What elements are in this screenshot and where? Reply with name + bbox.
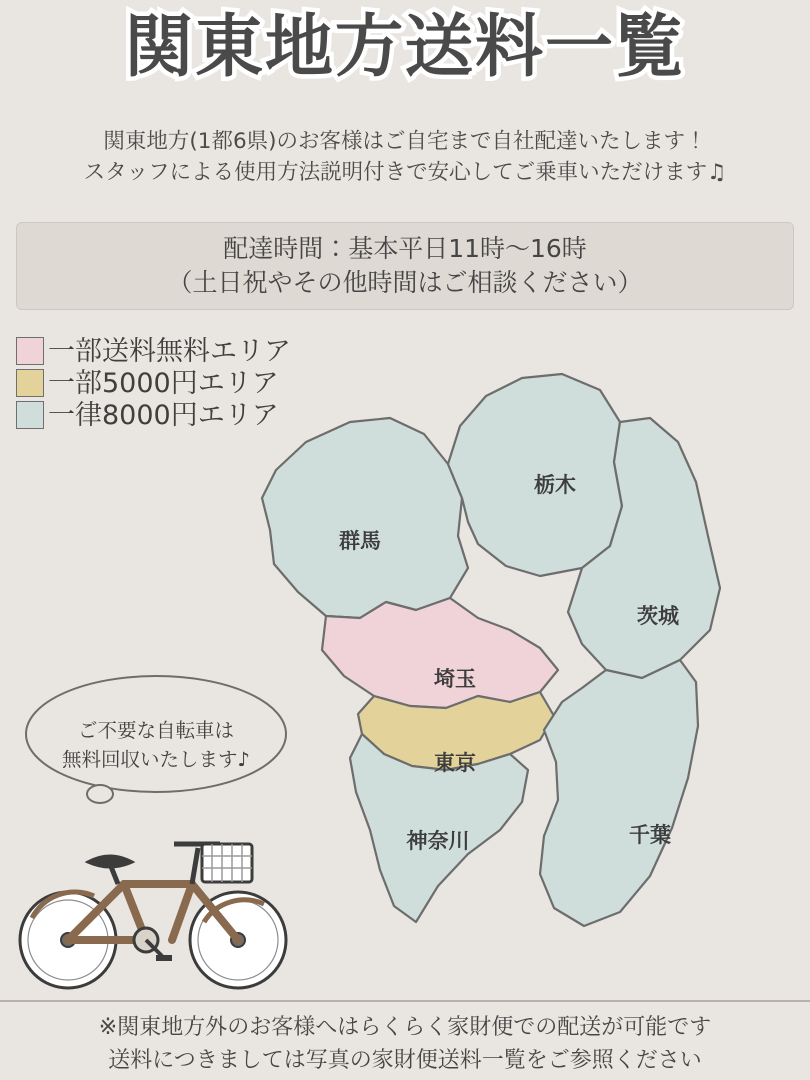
legend-label-8000: 一律8000円エリア [48,399,279,431]
pref-label-chiba: 千葉 [629,823,671,847]
lead-line-2: スタッフによる使用方法説明付きで安心してご乗車いただけます♫ [83,160,727,186]
legend-swatch-icon [16,337,44,365]
legend-label-5000: 一部5000円エリア [48,367,279,399]
legend-swatch-icon [16,369,44,397]
pref-label-ibaraki: 茨城 [637,604,679,628]
footer-line-1: ※関東地方外のお客様へはらくらく家財便での配送が可能です [98,1015,712,1040]
speech-bubble-text [22,716,290,775]
pref-label-tochigi: 栃木 [534,473,576,497]
delivery-time-line-1: 配達時間：基本平日11時〜16時 [223,234,587,264]
footer-note [0,1000,810,1077]
speech-bubble [22,668,290,808]
page-title-container [0,8,810,87]
speech-bubble-line-1: ご不要な自転車は [77,719,234,742]
speech-bubble-line-2: 無料回収いたします♪ [62,748,250,772]
pref-label-gunma: 群馬 [339,529,381,553]
lead-text [0,126,810,188]
legend-swatch-icon [16,401,44,429]
delivery-time-line-2: （土日祝やその他時間はご相談ください） [167,268,643,297]
pref-label-kanagawa: 神奈川 [406,829,470,853]
footer-line-2: 送料につきましては写真の家財便送料一覧をご参照ください [108,1048,702,1073]
page-title: 関東地方送料一覧 [124,8,685,87]
delivery-time-box [16,222,794,310]
pref-label-saitama: 埼玉 [434,667,476,691]
bicycle-basket-icon [202,844,252,882]
bicycle-saddle-icon [88,856,132,867]
pref-shape-chiba [540,660,698,926]
bicycle-illustration [6,800,316,1000]
lead-line-1: 関東地方(1都6県)のお客様はご自宅まで自社配達いたします！ [103,129,707,154]
pref-label-tokyo: 東京 [434,751,476,775]
pref-shape-gunma [262,418,468,618]
legend-label-free: 一部送料無料エリア [48,335,291,367]
